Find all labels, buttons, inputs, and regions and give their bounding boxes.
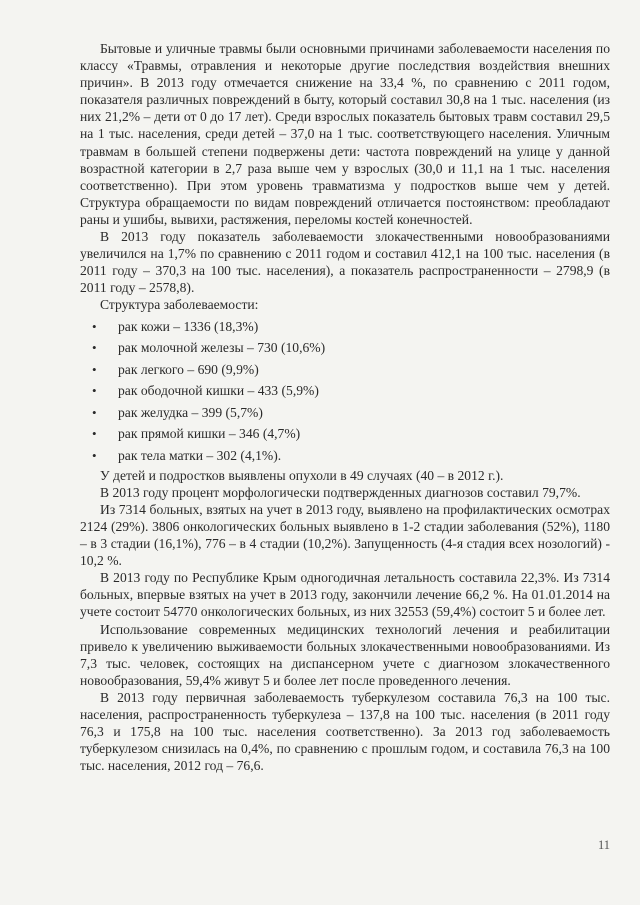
paragraph-morphology: В 2013 году процент морфологически подтвержденных диагнозов составил 79,7%. — [100, 484, 581, 500]
bullet-icon: • — [92, 448, 97, 464]
bullet-icon: • — [92, 404, 97, 420]
paragraph-mortality: В 2013 году по Республике Крым одногодичная летальность составила 22,3%. Из 7314 больных, впервые взятых на учет в 2013 году, закончили лечение 66,2 %. На 01.01.2014 на учете состоит 54770 онкологических больных, из них 32553 (59,4%) состоит 5 и более лет. — [80, 570, 610, 620]
bullet-icon: • — [92, 340, 97, 356]
page-number: 11 — [597, 838, 610, 852]
list-item: • рак желудка – 399 (5,7%) — [80, 402, 610, 424]
bullet-icon: • — [92, 383, 97, 399]
bullet-icon: • — [92, 318, 97, 334]
list-item: • рак молочной железы – 730 (10,6%) — [80, 337, 610, 359]
paragraph-structure-heading: Структура заболеваемости: — [100, 297, 259, 313]
cancer-structure-list — [80, 316, 610, 467]
list-item: • рак ободочной кишки – 433 (5,9%) — [80, 380, 610, 402]
list-item: • рак тела матки – 302 (4,1%). — [80, 445, 610, 467]
list-item: • рак прямой кишки – 346 (4,7%) — [80, 423, 610, 445]
paragraph-cancer-incidence: В 2013 году показатель заболеваемости злокачественными новообразованиями увеличился на 1,7% по сравнению с 2011 годом и составил 412,1 на 100 тыс. населения (в 2011 году – 370,3 на 100 тыс. населения), а показатель распространенности – 2798,9 (в 2011 году – 2578,8). — [80, 229, 610, 296]
bullet-icon: • — [92, 361, 97, 377]
paragraph-survival: Использование современных медицинских технологий лечения и реабилитации привело к увеличению выживаемости больных злокачественными новообразованиями. Из 7,3 тыс. человек, состоящих на диспансерном учете с диагнозом злокачественного новообразования, 59,4% живут 5 и более лет после проведенного лечения. — [80, 621, 610, 688]
bullet-icon: • — [92, 426, 97, 442]
paragraph-children-tumors: У детей и подростков выявлены опухоли в 49 случаях (40 – в 2012 г.). — [100, 467, 504, 483]
paragraph-tuberculosis: В 2013 году первичная заболеваемость туберкулезом составила 76,3 на 100 тыс. населения, распространенность туберкулеза – 137,8 на 100 тыс. населения (в 2011 году 76,3 и 175,8 на 100 тыс. населения соответственно). За 2013 год заболеваемость туберкулезом снизилась на 0,4%, по сравнению с прошлым годом, и составила 76,3 на 100 тыс. населения, 2012 год – 76,6. — [80, 689, 610, 774]
list-item: • рак кожи – 1336 (18,3%) — [80, 316, 610, 338]
paragraph-injuries: Бытовые и уличные травмы были основными причинами заболеваемости населения по классу «Травмы, отравления и некоторые другие последствия воздействия внешних причин». В 2013 году отмечается снижение на 33,4 %, по сравнению с 2011 годом, показателя различных повреждений в быту, который составил 30,8 на 1 тыс. населения (из них 21,2% – дети от 0 до 17 лет). Среди взрослых показатель бытовых травм составил 29,5 на 1 тыс. населения, среди детей – 37,0 на 1 тыс. соответствующего населения. Уличным травмам в большей степени подвержены дети: частота повреждений на улице у данной возрастной категории в 2,7 раза выше чем у взрослых (30,0 и 11,1 на 1 тыс. населения соответственно). При этом уровень травматизма у подростков выше чем у детей. Структура обращаемости по видам повреждений отличается постоянством: преобладают раны и ушибы, вывихи, растяжения, переломы костей конечностей. — [80, 41, 610, 227]
list-item: • рак легкого – 690 (9,9%) — [80, 359, 610, 381]
paragraph-screening: Из 7314 больных, взятых на учет в 2013 году, выявлено на профилактических осмотрах 2124 (29%). 3806 онкологических больных выявлено в 1-2 стадии заболевания (52%), 1180 – в 3 стадии (16,1%), 776 – в 4 стадии (10,2%). Запущенность (4-я стадия всех нозологий) - 10,2 %. — [80, 501, 610, 569]
